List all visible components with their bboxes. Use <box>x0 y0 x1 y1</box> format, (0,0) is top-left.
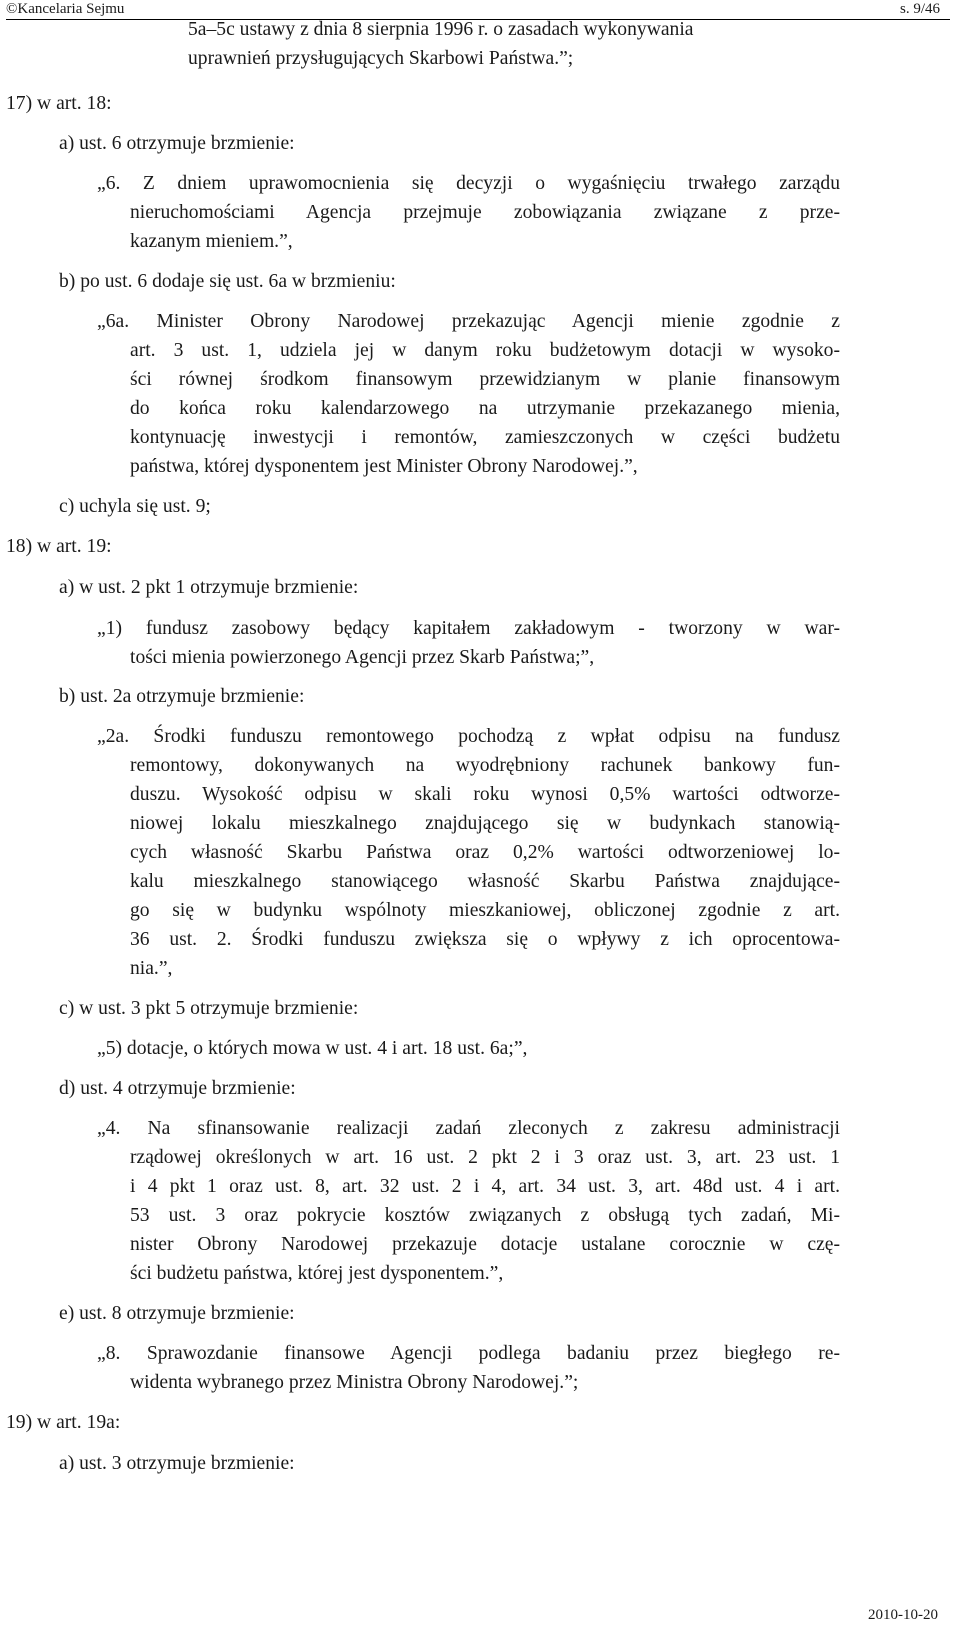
subitem-heading: e) ust. 8 otrzymuje brzmienie: <box>59 1303 295 1324</box>
text-line: „6a. Minister Obrony Narodowej przekazując Agencji mienie zgodnie z <box>97 311 840 332</box>
header-left: ©Kancelaria Sejmu <box>6 1 125 17</box>
text-line: nia.”, <box>130 958 173 979</box>
page-number: s. 9/46 <box>900 1 941 17</box>
text-line: 53 ust. 3 oraz pokrycie kosztów związanych z obsługą tych zadań, Mi- <box>130 1205 840 1226</box>
subitem-heading: c) uchyla się ust. 9; <box>59 496 211 517</box>
text-line: art. 3 ust. 1, udziela jej w danym roku budżetowym dotacji w wysoko- <box>130 340 840 361</box>
text-line: 36 ust. 2. Środki funduszu zwiększa się o wpływy z ich oprocentowa- <box>130 929 840 950</box>
text-line: 5a–5c ustawy z dnia 8 sierpnia 1996 r. o zasadach wykonywania <box>188 19 694 40</box>
text-line: duszu. Wysokość odpisu w skali roku wynosi 0,5% wartości odtworze- <box>130 784 840 805</box>
text-line: tości mienia powierzonego Agencji przez Skarb Państwa;”, <box>130 647 595 668</box>
text-line: kontynuację inwestycji i remontów, zamieszczonych w części budżetu <box>130 427 840 448</box>
subitem-heading: d) ust. 4 otrzymuje brzmienie: <box>59 1078 296 1099</box>
subitem-heading: c) w ust. 3 pkt 5 otrzymuje brzmienie: <box>59 998 359 1019</box>
text-line: „6. Z dniem uprawomocnienia się decyzji o wygaśnięciu trwałego zarządu <box>97 173 840 194</box>
text-line: go się w budynku wspólnoty mieszkaniowej, obliczonej zgodnie z art. <box>130 900 840 921</box>
text-line: ści równej środkom finansowym przewidzianym w planie finansowym <box>130 369 840 390</box>
subitem-heading: b) ust. 2a otrzymuje brzmienie: <box>59 686 305 707</box>
item-18-heading: 18) w art. 19: <box>6 536 112 557</box>
text-line: niowej lokalu mieszkalnego znajdującego się w budynkach stanowią- <box>130 813 840 834</box>
text-line: „1) fundusz zasobowy będący kapitałem zakładowym - tworzony w war- <box>97 618 840 639</box>
text-line: do końca roku kalendarzowego na utrzymanie przekazanego mienia, <box>130 398 840 419</box>
text-line: i 4 pkt 1 oraz ust. 8, art. 32 ust. 2 i 4, art. 34 ust. 3, art. 48d ust. 4 i art. <box>130 1176 840 1197</box>
text-line: cych własność Skarbu Państwa oraz 0,2% wartości odtworzeniowej lo- <box>130 842 840 863</box>
text-line: nister Obrony Narodowej przekazuje dotacje ustalane corocznie w czę- <box>130 1234 840 1255</box>
text-line: uprawnień przysługujących Skarbowi Państwa.”; <box>188 48 574 69</box>
text-line: remontowy, dokonywanych na wyodrębniony rachunek bankowy fun- <box>130 755 840 776</box>
text-line: kalu mieszkalnego stanowiącego własność Skarbu Państwa znajdujące- <box>130 871 840 892</box>
subitem-heading: a) ust. 6 otrzymuje brzmienie: <box>59 133 295 154</box>
item-17-heading: 17) w art. 18: <box>6 93 112 114</box>
text-line: „4. Na sfinansowanie realizacji zadań zleconych z zakresu administracji <box>97 1118 840 1139</box>
text-line: „5) dotacje, o których mowa w ust. 4 i art. 18 ust. 6a;”, <box>97 1038 528 1059</box>
text-line: państwa, której dysponentem jest Minister Obrony Narodowej.”, <box>130 456 638 477</box>
item-19-heading: 19) w art. 19a: <box>6 1412 121 1433</box>
text-line: rządowej określonych w art. 16 ust. 2 pkt 2 i 3 oraz ust. 3, art. 23 ust. 1 <box>130 1147 840 1168</box>
text-line: kazanym mieniem.”, <box>130 231 293 252</box>
text-line: „8. Sprawozdanie finansowe Agencji podlega badaniu przez biegłego re- <box>97 1343 840 1364</box>
subitem-heading: b) po ust. 6 dodaje się ust. 6a w brzmieniu: <box>59 271 396 292</box>
footer-date: 2010-10-20 <box>868 1607 938 1623</box>
text-line: nieruchomościami Agencja przejmuje zobowiązania związane z prze- <box>130 202 840 223</box>
text-line: ści budżetu państwa, której jest dysponentem.”, <box>130 1263 504 1284</box>
subitem-heading: a) w ust. 2 pkt 1 otrzymuje brzmienie: <box>59 577 359 598</box>
text-line: „2a. Środki funduszu remontowego pochodzą z wpłat odpisu na fundusz <box>97 726 840 747</box>
text-line: widenta wybranego przez Ministra Obrony Narodowej.”; <box>130 1372 579 1393</box>
subitem-heading: a) ust. 3 otrzymuje brzmienie: <box>59 1453 295 1474</box>
